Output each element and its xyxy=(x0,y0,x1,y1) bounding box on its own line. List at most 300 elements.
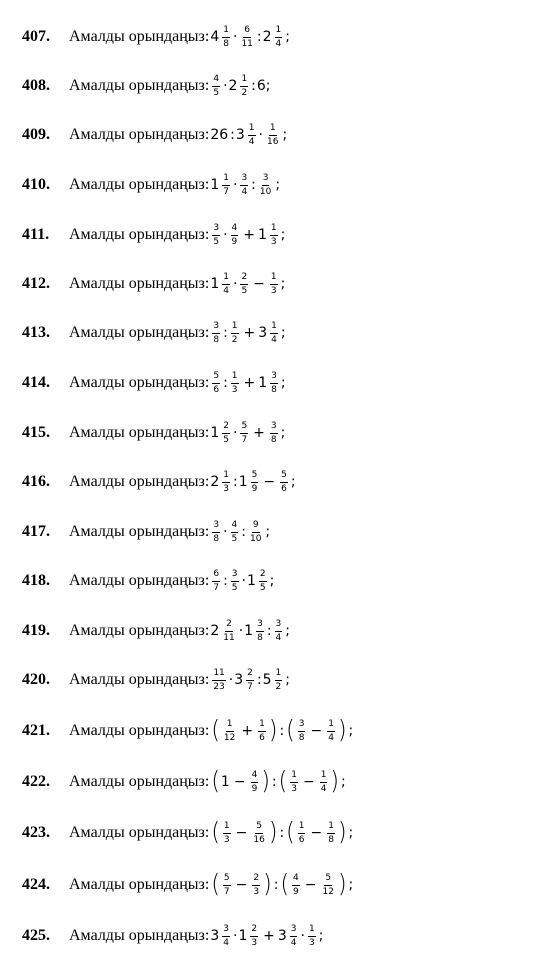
fraction-numerator: 5 xyxy=(212,372,220,384)
fraction-denominator: 16 xyxy=(266,136,279,147)
fraction-denominator: 4 xyxy=(275,632,282,643)
fraction-numerator: 1 xyxy=(320,771,328,783)
problem-instruction: Амалды орындаңыз: xyxy=(69,28,210,45)
math-operator: · xyxy=(232,425,238,441)
whole-number: 1 xyxy=(238,474,248,490)
math-operator: · xyxy=(300,928,305,944)
problem-instruction: Амалды орындаңыз: xyxy=(69,927,210,944)
fraction xyxy=(212,322,220,345)
fraction-denominator: 9 xyxy=(251,483,258,494)
problem-instruction: Амалды орындаңыз: xyxy=(69,523,210,540)
fraction-denominator: 3 xyxy=(291,783,297,794)
fraction xyxy=(251,771,259,794)
problem-instruction: Амалды орындаңыз: xyxy=(69,773,210,790)
problem-row xyxy=(22,813,552,853)
fraction-denominator: 7 xyxy=(213,582,220,593)
fraction xyxy=(212,372,220,395)
whole-number: 1 xyxy=(246,573,256,589)
math-operator: − xyxy=(310,825,323,841)
whole-number: 2 xyxy=(228,78,238,94)
whole-number: 1 xyxy=(220,774,230,790)
whole-number: 1 xyxy=(210,425,220,441)
parenthesis: ( xyxy=(286,716,295,745)
fraction-numerator: 1 xyxy=(270,273,278,285)
whole-number: 6; xyxy=(256,78,271,94)
fraction xyxy=(259,174,272,197)
fraction-denominator: 2 xyxy=(241,87,248,98)
problem-instruction: Амалды орындаңыз: xyxy=(69,622,210,639)
math-operator: ; xyxy=(285,623,290,639)
math-operator: ; xyxy=(341,774,346,790)
fraction xyxy=(231,521,239,544)
problem-row xyxy=(22,711,552,751)
fraction xyxy=(222,620,235,643)
fraction xyxy=(298,720,306,743)
fraction-denominator: 2 xyxy=(231,334,238,345)
fraction-numerator: 5 xyxy=(223,874,231,886)
math-operator: − xyxy=(302,774,315,790)
math-operator: : xyxy=(279,825,285,841)
problem-row xyxy=(22,66,552,106)
whole-number: 3 xyxy=(234,672,244,688)
fraction-numerator: 1 xyxy=(275,26,283,38)
math-operator: : xyxy=(223,573,228,589)
fraction xyxy=(266,124,279,147)
fraction xyxy=(249,521,262,544)
problem-instruction: Амалды орындаңыз: xyxy=(69,722,210,739)
math-expression xyxy=(210,521,271,544)
math-operator: ; xyxy=(269,573,275,589)
fraction xyxy=(327,822,335,845)
fraction xyxy=(320,771,328,794)
fraction xyxy=(231,322,239,345)
math-operator: : xyxy=(232,474,238,490)
fraction-numerator: 3 xyxy=(212,322,220,334)
fraction xyxy=(240,273,248,296)
problem-row xyxy=(22,115,552,155)
math-operator: + xyxy=(243,325,256,341)
fraction xyxy=(240,75,248,98)
problem-row xyxy=(22,413,552,453)
fraction-denominator: 8 xyxy=(328,834,334,845)
whole-number: 1 xyxy=(244,623,254,639)
fraction-denominator: 4 xyxy=(248,136,255,147)
parenthesis: ) xyxy=(330,767,340,796)
fraction xyxy=(270,224,278,247)
fraction-numerator: 1 xyxy=(308,925,316,937)
fraction-numerator: 1 xyxy=(231,322,239,334)
parenthesis: ( xyxy=(211,716,220,745)
fraction-numerator: 5 xyxy=(240,422,248,434)
problem-row xyxy=(22,462,552,502)
problem-number: 414. xyxy=(22,374,50,391)
fraction-denominator: 8 xyxy=(298,732,305,743)
fraction xyxy=(308,925,316,948)
fraction-denominator: 5 xyxy=(223,434,229,445)
fraction-numerator: 5 xyxy=(251,471,259,483)
math-operator: − xyxy=(263,474,276,490)
problem-row xyxy=(22,264,552,304)
fraction-denominator: 3 xyxy=(251,937,258,948)
math-operator: + xyxy=(241,723,254,739)
whole-number: 3 xyxy=(235,127,245,143)
problem-number: 408. xyxy=(22,77,50,94)
fraction-numerator: 2 xyxy=(259,570,267,582)
math-operator: : xyxy=(256,29,262,45)
math-operator: : xyxy=(223,325,228,341)
fraction-denominator: 5 xyxy=(231,582,238,593)
fraction xyxy=(252,822,265,845)
fraction-numerator: 1 xyxy=(240,75,248,87)
math-expression xyxy=(210,372,286,395)
fraction-denominator: 9 xyxy=(251,783,258,794)
fraction-denominator: 3 xyxy=(270,236,277,247)
fraction-denominator: 3 xyxy=(270,285,277,296)
fraction-denominator: 4 xyxy=(241,186,248,197)
fraction-numerator: 6 xyxy=(243,26,251,38)
fraction-denominator: 8 xyxy=(271,384,277,395)
fraction xyxy=(246,669,254,692)
problem-instruction: Амалды орындаңыз: xyxy=(69,671,210,688)
problem-number: 424. xyxy=(22,876,50,893)
fraction xyxy=(212,224,220,247)
math-operator: ; xyxy=(280,227,286,243)
fraction xyxy=(212,669,225,692)
fraction-denominator: 10 xyxy=(259,186,272,197)
fraction xyxy=(222,26,230,49)
fraction-denominator: 12 xyxy=(322,886,334,897)
fraction-numerator: 1 xyxy=(290,771,298,783)
fraction-numerator: 3 xyxy=(298,720,306,732)
fraction-numerator: 3 xyxy=(262,174,270,186)
fraction-numerator: 2 xyxy=(246,669,254,681)
math-operator: : xyxy=(256,672,262,688)
math-operator: + xyxy=(253,425,265,441)
fraction-numerator: 11 xyxy=(212,669,225,681)
fraction-numerator: 2 xyxy=(240,273,248,285)
parenthesis: ) xyxy=(337,818,347,847)
problem-row xyxy=(22,512,552,552)
fraction-denominator: 4 xyxy=(290,937,297,948)
problem-row xyxy=(22,611,552,651)
math-operator: · xyxy=(241,573,246,589)
fraction-numerator: 2 xyxy=(252,874,260,886)
math-operator: : xyxy=(223,375,228,391)
fraction-denominator: 4 xyxy=(223,937,229,948)
problem-row xyxy=(22,215,552,255)
math-operator: : xyxy=(266,623,272,639)
math-operator: − xyxy=(304,877,317,893)
fraction xyxy=(275,669,283,692)
fraction-denominator: 8 xyxy=(213,334,220,345)
fraction xyxy=(280,471,288,494)
math-operator: − xyxy=(235,825,248,841)
problem-number: 415. xyxy=(22,424,50,441)
fraction xyxy=(259,570,267,593)
fraction xyxy=(222,471,230,494)
math-expression xyxy=(210,224,286,247)
fraction xyxy=(240,422,248,445)
problem-instruction: Амалды орындаңыз: xyxy=(69,77,210,94)
fraction-denominator: 7 xyxy=(223,886,230,897)
math-expression xyxy=(210,620,291,643)
problem-number: 418. xyxy=(22,572,50,589)
math-operator: ; xyxy=(285,29,290,45)
problem-number: 422. xyxy=(22,773,50,790)
parenthesis: ) xyxy=(268,818,278,847)
fraction-denominator: 6 xyxy=(259,732,265,743)
math-operator: · xyxy=(223,78,228,94)
fraction-numerator: 3 xyxy=(256,620,264,632)
math-expression xyxy=(210,870,354,899)
fraction-numerator: 1 xyxy=(327,720,335,732)
whole-number: 26 xyxy=(210,127,229,143)
fraction xyxy=(248,124,256,147)
fraction-numerator: 9 xyxy=(252,521,260,533)
math-operator: ; xyxy=(290,474,296,490)
fraction xyxy=(212,521,220,544)
fraction-numerator: 1 xyxy=(222,174,230,186)
fraction xyxy=(231,570,239,593)
fraction-numerator: 3 xyxy=(240,174,248,186)
problem-row xyxy=(22,363,552,403)
problem-instruction: Амалды орындаңыз: xyxy=(69,876,210,893)
fraction-numerator: 5 xyxy=(324,874,332,886)
math-expression xyxy=(210,471,296,494)
problem-instruction: Амалды орындаңыз: xyxy=(69,324,210,341)
fraction xyxy=(252,874,260,897)
fraction-denominator: 8 xyxy=(257,632,263,643)
math-expression xyxy=(210,322,286,345)
fraction-denominator: 4 xyxy=(271,334,277,345)
problem-number: 416. xyxy=(22,473,50,490)
fraction-denominator: 5 xyxy=(213,87,220,98)
math-expression xyxy=(210,273,286,296)
math-operator: − xyxy=(235,877,248,893)
problem-number: 425. xyxy=(22,927,50,944)
fraction-numerator: 1 xyxy=(270,322,278,334)
fraction-numerator: 3 xyxy=(275,620,283,632)
math-operator: · xyxy=(238,623,244,639)
math-operator: ; xyxy=(280,276,286,292)
problem-instruction: Амалды орындаңыз: xyxy=(69,572,210,589)
math-operator: ; xyxy=(285,672,290,688)
problem-number: 412. xyxy=(22,275,50,292)
fraction xyxy=(290,771,298,794)
problem-instruction: Амалды орындаңыз: xyxy=(69,824,210,841)
fraction-denominator: 3 xyxy=(231,384,238,395)
fraction xyxy=(290,925,298,948)
math-operator: : xyxy=(251,78,256,94)
fraction xyxy=(270,322,278,345)
fraction-numerator: 3 xyxy=(222,925,230,937)
fraction-numerator: 3 xyxy=(290,925,298,937)
math-operator: ; xyxy=(348,825,354,841)
math-expression xyxy=(210,925,324,948)
fraction xyxy=(322,874,335,897)
fraction-numerator: 1 xyxy=(275,669,283,681)
fraction-numerator: 5 xyxy=(280,471,288,483)
fraction-denominator: 7 xyxy=(241,434,248,445)
fraction-numerator: 3 xyxy=(270,372,278,384)
math-operator: · xyxy=(223,524,228,540)
fraction-numerator: 1 xyxy=(258,720,266,732)
math-operator: : xyxy=(271,774,277,790)
fraction xyxy=(223,720,236,743)
whole-number: 2 xyxy=(262,29,272,45)
problem-number: 421. xyxy=(22,722,50,739)
fraction xyxy=(212,75,220,98)
fraction xyxy=(275,26,283,49)
fraction-numerator: 1 xyxy=(248,124,256,136)
fraction-numerator: 2 xyxy=(222,422,230,434)
fraction-denominator: 7 xyxy=(223,186,229,197)
problem-number: 423. xyxy=(22,824,50,841)
parenthesis: ) xyxy=(337,870,347,899)
fraction-numerator: 2 xyxy=(225,620,233,632)
parenthesis: ) xyxy=(337,716,347,745)
problem-row xyxy=(22,165,552,205)
fraction xyxy=(270,372,278,395)
math-operator: · xyxy=(232,276,238,292)
math-expression xyxy=(210,26,291,49)
math-operator: : xyxy=(251,177,256,193)
fraction xyxy=(222,174,230,197)
fraction xyxy=(298,822,306,845)
fraction-denominator: 3 xyxy=(308,937,315,948)
math-operator: + xyxy=(243,375,256,391)
fraction-numerator: 1 xyxy=(223,822,231,834)
fraction-denominator: 5 xyxy=(241,285,248,296)
math-expression xyxy=(210,75,271,98)
fraction-denominator: 4 xyxy=(320,783,327,794)
problem-number: 411. xyxy=(22,226,50,243)
math-operator: − xyxy=(310,723,323,739)
fraction-denominator: 12 xyxy=(223,732,236,743)
fraction xyxy=(222,273,230,296)
parenthesis: ( xyxy=(278,767,288,796)
fraction-denominator: 8 xyxy=(270,434,277,445)
math-expression xyxy=(210,669,291,692)
problem-instruction: Амалды орындаңыз: xyxy=(69,473,210,490)
fraction xyxy=(222,422,230,445)
fraction xyxy=(256,620,264,643)
fraction-numerator: 4 xyxy=(251,771,259,783)
fraction xyxy=(231,224,239,247)
parenthesis: ( xyxy=(211,818,220,847)
problem-instruction: Амалды орындаңыз: xyxy=(69,176,210,193)
math-operator: ; xyxy=(280,325,286,341)
fraction xyxy=(327,720,335,743)
fraction-numerator: 3 xyxy=(231,570,239,582)
fraction-numerator: 1 xyxy=(327,822,335,834)
problem-instruction: Амалды орындаңыз: xyxy=(69,126,210,143)
fraction-denominator: 9 xyxy=(231,236,238,247)
math-operator: ; xyxy=(280,425,286,441)
math-expression xyxy=(210,716,354,745)
fraction xyxy=(258,720,266,743)
math-operator: ; xyxy=(348,877,354,893)
math-expression xyxy=(210,818,354,847)
problem-row xyxy=(22,561,552,601)
math-operator: ; xyxy=(280,375,286,391)
math-operator: ; xyxy=(348,723,354,739)
math-operator: ; xyxy=(282,127,288,143)
fraction-denominator: 11 xyxy=(223,632,235,643)
math-expression xyxy=(210,570,275,593)
math-operator: : xyxy=(241,524,246,540)
parenthesis: ( xyxy=(211,767,220,796)
fraction-denominator: 5 xyxy=(213,236,220,247)
fraction-denominator: 6 xyxy=(213,384,220,395)
fraction-numerator: 4 xyxy=(292,874,300,886)
problem-instruction: Амалды орындаңыз: xyxy=(69,374,210,391)
fraction-numerator: 1 xyxy=(222,26,230,38)
fraction-denominator: 2 xyxy=(275,681,282,692)
parenthesis: ( xyxy=(280,870,290,899)
fraction-denominator: 6 xyxy=(298,834,305,845)
problem-row xyxy=(22,916,552,956)
fraction-denominator: 8 xyxy=(223,38,229,49)
fraction-numerator: 4 xyxy=(231,521,239,533)
fraction-denominator: 10 xyxy=(249,533,262,544)
problem-number: 409. xyxy=(22,126,50,143)
whole-number: 1 xyxy=(238,928,248,944)
math-expression xyxy=(210,422,286,445)
fraction-denominator: 16 xyxy=(253,834,265,845)
fraction xyxy=(222,925,230,948)
fraction-numerator: 4 xyxy=(212,75,220,87)
whole-number: 2 xyxy=(210,623,220,639)
parenthesis: ) xyxy=(263,870,272,899)
math-operator: · xyxy=(258,127,263,143)
fraction-numerator: 3 xyxy=(270,422,278,434)
fraction-denominator: 5 xyxy=(231,533,238,544)
fraction-numerator: 1 xyxy=(270,224,278,236)
whole-number: 1 xyxy=(210,177,220,193)
fraction xyxy=(223,874,231,897)
problem-instruction: Амалды орындаңыз: xyxy=(69,226,210,243)
math-operator: ; xyxy=(275,177,281,193)
math-operator: · xyxy=(232,177,238,193)
fraction-numerator: 3 xyxy=(212,224,220,236)
problem-row xyxy=(22,865,552,905)
fraction-numerator: 5 xyxy=(255,822,263,834)
fraction-denominator: 7 xyxy=(247,681,253,692)
fraction xyxy=(223,822,231,845)
fraction-denominator: 4 xyxy=(275,38,282,49)
fraction-denominator: 5 xyxy=(259,582,266,593)
whole-number: 3 xyxy=(210,928,220,944)
fraction xyxy=(292,874,300,897)
fraction-numerator: 1 xyxy=(222,273,230,285)
fraction xyxy=(250,925,258,948)
fraction-denominator: 4 xyxy=(328,732,334,743)
whole-number: 5 xyxy=(262,672,272,688)
parenthesis: ( xyxy=(211,870,220,899)
fraction xyxy=(240,26,253,49)
fraction xyxy=(275,620,283,643)
problem-number: 420. xyxy=(22,671,50,688)
whole-number: 1 xyxy=(210,276,220,292)
problem-row xyxy=(22,313,552,353)
fraction xyxy=(270,273,278,296)
fraction-numerator: 3 xyxy=(212,521,220,533)
whole-number: 3 xyxy=(277,928,287,944)
math-operator: − xyxy=(233,774,246,790)
problem-instruction: Амалды орындаңыз: xyxy=(69,275,210,292)
math-operator: + xyxy=(263,928,275,944)
